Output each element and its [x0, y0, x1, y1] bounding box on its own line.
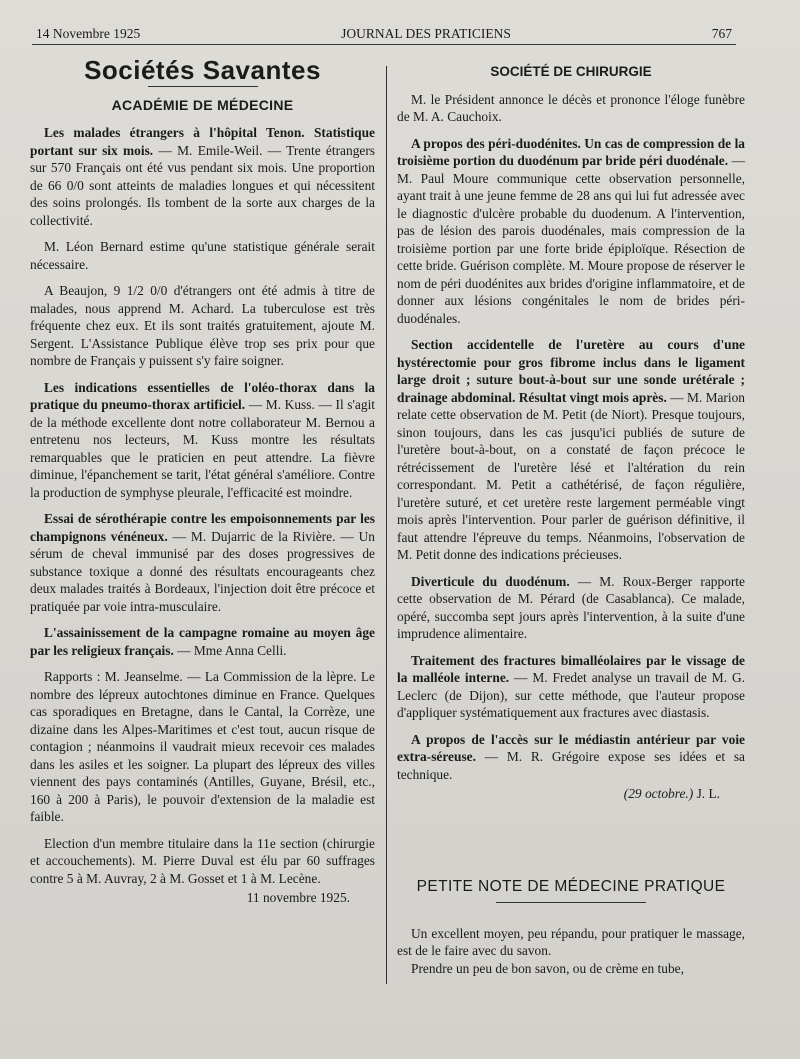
article-tenon: [30, 124, 375, 229]
article-title: Essai de sérothérapie contre les empoisonnements par les champignons vénéneux.: [30, 511, 375, 544]
article-title: Les malades étrangers à l'hôpital Tenon. Statistique portant sur six mois.: [30, 125, 375, 158]
signature-date: (29 octobre.): [623, 786, 694, 801]
signature-initials: J. L.: [696, 786, 720, 801]
title-rule: [148, 86, 258, 87]
paragraph-bernard: M. Léon Bernard estime qu'une statistique générale serait nécessaire.: [30, 239, 375, 272]
article-mediastin: [397, 731, 745, 784]
article-body: — M. Emile-Weil. — Trente étrangers sur 570 Français ont été vus pendant six mois. Une proportion de 66 0/0 sont atteints de maladies longues et qui nécessitent des soins prolongés. Ils tombent de la sorte aux charges de la collectivité.: [30, 142, 375, 228]
paragraph-beaujon: A Beaujon, 9 1/2 0/0 d'étrangers ont été admis à titre de malades, nous apprend M. Achard. La tuberculose est très fréquente chez eux. Et ils sont traités gratuitement, ajoute M. Sergent. L'Assistance Publique élève trop ses prix pour que nombre de Français y puissent s'y faire soigner.: [30, 283, 375, 368]
article-uretere: [397, 336, 745, 564]
article-title: Traitement des fractures bimalléolaires par le vissage de la malléole interne.: [397, 652, 745, 685]
right-column: [397, 58, 745, 812]
header-page-number: 767: [711, 26, 732, 41]
article-peri-duodenites: [397, 135, 745, 328]
article-diverticule: [397, 573, 745, 643]
paragraph-rapports: Rapports : M. Jeanselme. — La Commission de la lèpre. Le nombre des lépreux autochtones diminue en France. Quelques cas sporadiques en Bretagne, dans le Cantal, la Corrèze, une dizaine dans les Alpes-Maritimes et c'est tout, aucun risque de contagion ; néanmoins il vaudrait mieux recevoir ces malades dans les asiles et les soigner. La plupart des lépreux des villes viennent des pays contaminés (Antilles, Guyane, Brésil, etc., 160 à 200 à Paris), le pouvoir d'extension de la maladie est faible.: [30, 669, 375, 824]
article-body: — M. Kuss. — Il s'agit de la méthode excellente dont notre collaborateur M. Bernou a entretenu nos lecteurs, M. Kuss montre les résultats remarquables que le praticien en peut attendre. La fièvre diminue, l'épanchement se tarit, l'état général s'améliore. Contre la production de symphyse pleurale, l'efficacité est moindre.: [30, 397, 376, 500]
article-campagne-romaine: [30, 624, 375, 659]
article-body: — M. Roux-Berger rapporte cette observation de M. Pérard (de Casablanca). Ce malade, opéré, succomba sept jours après l'intervention, à la suite d'une imprudence alimentaire.: [397, 573, 745, 641]
article-body: — M. Paul Moure communique cette observation personnelle, ayant trait à une jeune femme de 28 ans qui lui fut adressée avec le diagnostic d'ulcère probable du duodenum. A l'intervention, pas de lésion des parois duodénales, mais compression de la troisième portion par une forte bride épiploïque. Résection de cette bride. Guérison complète. M. Moure propose de réserver le nom de péri duodénites aux brides d'origine inflammatoire, et de donner aux lésions congénitales le nom de brides péri-duodénales.: [397, 153, 745, 326]
paragraph-president: M. le Président annonce le décès et prononce l'éloge funèbre de M. A. Cauchoix.: [397, 91, 745, 124]
article-fractures: [397, 652, 745, 722]
petite-note-rule: [496, 902, 646, 903]
article-body: — M. Marion relate cette observation de M. Petit (de Niort). Presque toujours, sinon toujours, dans les cas jusqu'ici publiés de suture de l'uretère bout-à-bout, on a constaté de façon précoce le rétrécissement de l'uretère lésé et l'altération du rein correspondant. M. Petit a cathétérisé, de façon régulière, l'uretère suturé, et cet uretère reste largement perméable vingt mois après l'intervention. Pour parler de guérison définitive, il faut attendre l'épreuve du temps. Néanmoins, l'observation de M. Petit donne des indications précieuses.: [397, 389, 745, 562]
article-title: Section accidentelle de l'uretère au cours d'une hystérectomie pour gros fibrome inclus dans le ligament large droit ; suture bout-à-bout sur une sonde urétérale ; drainage abdominal. Résultat vingt mois après.: [397, 337, 745, 405]
header-rule: [32, 44, 736, 45]
running-header: [36, 26, 732, 44]
paragraph-election: Election d'un membre titulaire dans la 11e section (chirurgie et accouchements). M. Pierre Duval est élu par 60 suffrages contre 5 à M. Auvray, 2 à M. Gosset et 1 à M. Lecène.: [30, 835, 375, 886]
header-journal-name: JOURNAL DES PRATICIENS: [341, 26, 511, 41]
article-title: Les indications essentielles de l'oléo-thorax dans la pratique du pneumo-thorax artificiel.: [30, 379, 375, 412]
section-title-academie: ACADÉMIE DE MÉDECINE: [111, 96, 294, 113]
left-column: [30, 55, 376, 916]
paragraph-savon: Prendre un peu de bon savon, ou de crème en tube,: [411, 960, 684, 976]
petite-note-section: [397, 878, 745, 986]
column-divider: [386, 66, 387, 984]
article-body: — Mme Anna Celli.: [173, 642, 287, 658]
section-title-petite-note: PETITE NOTE DE MÉDECINE PRATIQUE: [416, 878, 726, 895]
article-oleo-thorax: [30, 379, 375, 502]
signature-line: [397, 785, 720, 803]
header-date: 14 Novembre 1925: [36, 26, 141, 41]
article-title: L'assainissement de la campagne romaine au moyen âge par les religieux français.: [30, 625, 375, 658]
article-title: Diverticule du duodénum.: [411, 573, 570, 589]
article-body: — M. R. Grégoire expose ses idées et sa technique.: [397, 749, 745, 782]
article-body: — M. Fredet analyse un travail de M. G. Leclerc (de Dijon), sur cette méthode, que l'auteur propose d'appliquer systématiquement aux fractures avec diastasis.: [397, 670, 745, 720]
left-date: 11 novembre 1925.: [246, 890, 350, 905]
article-title: A propos des péri-duodénites. Un cas de compression de la troisième portion du duodénum par bride péri duodénale.: [397, 135, 745, 168]
page-title: Sociétés Savantes: [84, 55, 321, 85]
article-serotherapie: [30, 510, 375, 615]
paragraph-massage: Un excellent moyen, peu répandu, pour pratiquer le massage, est de le faire avec du savon.: [397, 925, 745, 958]
article-title: A propos de l'accès sur le médiastin antérieur par voie extra-séreuse.: [397, 731, 745, 764]
article-body: — M. Dujarric de la Rivière. — Un sérum de cheval immunisé par des doses progressives de substance toxique a donné des résultats encourageants chez deux malades traités à Bordeaux, l'injection doit être précoce et pratiquée par voie intra-musculaire.: [30, 528, 375, 614]
section-title-chirurgie: SOCIÉTÉ DE CHIRURGIE: [490, 64, 652, 79]
